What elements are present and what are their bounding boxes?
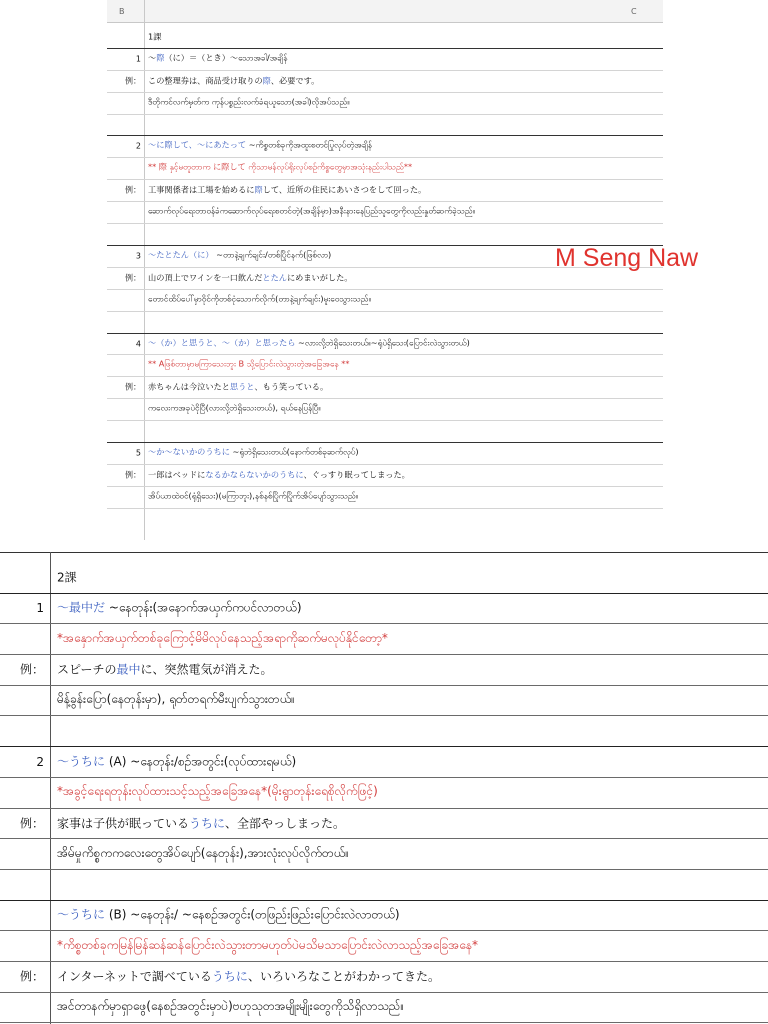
- text-segment: 際: [254, 184, 263, 195]
- table-row[interactable]: [0, 746, 768, 778]
- text-segment: အိပ်ယာထဲဝင်(ရုံရှိသေး)(မကြာဘူး),နစ်နစ်ပြိုက်ပြိုက်အိပ်ပျော်သွားသည်။: [148, 490, 359, 501]
- text-segment: 思うと: [229, 381, 255, 392]
- text-segment: ~နေတုန်း(အနောက်အယှက်ကပင်လာတယ်): [105, 600, 302, 615]
- row-label: 例：: [125, 382, 141, 392]
- row-label: 例：: [125, 185, 141, 195]
- table-row[interactable]: [107, 486, 663, 509]
- text-segment: ဒီတိုကင်လက်မှတ်က ကုန်ပစ္စည်းလက်ခံရယူသော(အခါ)လိုအပ်သည်။: [148, 96, 350, 107]
- table-row[interactable]: [0, 685, 768, 717]
- row-text: [148, 272, 659, 283]
- row-text: [57, 691, 762, 709]
- table-row[interactable]: [0, 654, 768, 686]
- table-row[interactable]: [0, 930, 768, 962]
- row-label: 5: [135, 448, 141, 458]
- row-text: [148, 490, 659, 503]
- table-row[interactable]: [107, 179, 663, 202]
- row-text: [57, 937, 762, 955]
- row-text: [148, 185, 659, 196]
- sheet-bottom: [0, 552, 768, 1024]
- text-segment: 、ぐっすり眠ってしまった。: [303, 469, 410, 480]
- row-label: 1: [135, 54, 141, 64]
- table-row[interactable]: [107, 48, 663, 71]
- row-text: [57, 783, 762, 801]
- column-header-b[interactable]: B: [119, 7, 125, 16]
- row-text: [148, 359, 659, 372]
- text-segment: ~လားလို့ဘဲရှိသေးတယ်။~ရုံပဲရှိသေး(ပြောင်းလဲသွားတယ်): [295, 337, 470, 348]
- text-segment: ～最中だ: [57, 600, 106, 615]
- table-row[interactable]: [107, 420, 663, 443]
- table-row[interactable]: [0, 992, 768, 1024]
- table-row[interactable]: [0, 838, 768, 870]
- text-segment: （に）＝（とき）～သောအခါ/အချိန်: [164, 52, 288, 63]
- text-segment: なるかならないかのうちに: [205, 469, 304, 480]
- row-text: [57, 599, 762, 618]
- text-segment: ～: [148, 52, 157, 63]
- text-segment: ～に際して、～にあたって: [148, 139, 247, 150]
- text-segment: 最中: [116, 662, 141, 677]
- table-row[interactable]: [107, 136, 663, 159]
- text-segment: ~ကိစ္စတစ်ခုကိုအထူးစတင်ပြုလုပ်တဲ့အချိန်: [246, 139, 373, 150]
- table-row[interactable]: [107, 311, 663, 334]
- text-segment: *အခွင့်ရေးရတုန်းလုပ်ထားသင့်သည့်အခြေအနေ*(မိုးရွာတုန်းရေစိုလိုက်ဖြင့်): [57, 784, 378, 799]
- row-label: 例：: [125, 273, 141, 283]
- row-text: [57, 569, 762, 586]
- text-segment: (A) ~နေတုန်း/စဉ်အတွင်း(လုပ်ထားရမယ်): [105, 754, 297, 769]
- table-row[interactable]: [0, 593, 768, 625]
- column-header-bar: [107, 0, 663, 23]
- row-text: [148, 469, 659, 480]
- row-text: [57, 814, 762, 831]
- text-segment: ** 際 နှင့်မတူတာက に際して ကိုသာမန်လုပ်ရိုးလုပ်စဉ်ကိစ္စတွေမှာအသုံးနည်းပါသည်**: [148, 161, 413, 172]
- watermark: M Seng Naw: [555, 244, 699, 272]
- text-segment: に、突然電気が消えた。: [140, 662, 273, 677]
- text-segment: အိမ်မှုကိစ္စကကလေးတွေအိပ်ပျော်(နေတုန်း),အားလုံးလုပ်လိုက်တယ်။: [57, 845, 349, 860]
- table-row[interactable]: [107, 92, 663, 115]
- row-text: [57, 906, 762, 925]
- text-segment: うちに: [189, 816, 226, 831]
- row-label: 例：: [19, 969, 44, 984]
- text-segment: 際: [156, 52, 165, 63]
- table-row[interactable]: [0, 777, 768, 809]
- text-segment: 一郎はベッドに: [148, 469, 206, 480]
- row-label: 2: [135, 141, 141, 151]
- text-segment: 家事は子供が眠っている: [57, 816, 190, 831]
- text-segment: 、もう笑っている。: [254, 381, 329, 392]
- text-segment: ကလေးကအခုပဲငိုပြီ(လားလို့ဘဲရှိသေးတယ်), ရယ်နေပြန်ပြီ။: [148, 402, 321, 413]
- text-segment: တောင်ထိပ်ပေါ်မှာဝိုင်ကိုတစ်ငုံသောက်လိုက်(တာနဲ့ချက်ချင်း)မူးဝေသွားသည်။: [148, 293, 372, 304]
- text-segment: *ကိစ္စတစ်ခုကမြန်မြန်ဆန်ဆန်ပြောင်းလဲသွားတာမဟုတ်ပဲမသိမသာပြောင်းလဲလာသည့်အခြေအနေ*: [57, 937, 479, 952]
- text-segment: (B) ~နေတုန်း/ ~နေစဉ်အတွင်း(တဖြည်းဖြည်းပြောင်းလဲလာတယ်): [105, 907, 400, 922]
- table-row[interactable]: [107, 223, 663, 246]
- table-row[interactable]: [107, 333, 663, 356]
- row-label: 例：: [125, 470, 141, 480]
- row-label: 例：: [19, 816, 44, 831]
- table-row[interactable]: [0, 961, 768, 993]
- sheet-top-border: [0, 552, 768, 553]
- text-segment: 、必要です。: [270, 75, 320, 86]
- text-segment: この整理券は、商品受け取りの: [148, 75, 263, 86]
- text-segment: 際: [262, 75, 271, 86]
- table-row[interactable]: [107, 355, 663, 378]
- text-segment: ～（か）と思うと、～（か）と思ったら: [148, 337, 296, 348]
- row-text: [57, 661, 762, 678]
- table-row[interactable]: [0, 562, 768, 594]
- row-label: 4: [135, 339, 141, 349]
- table-row[interactable]: [107, 70, 663, 93]
- text-segment: ~ရုံဘဲရှိသေးတယ်(နောက်တစ်ခုဆက်လုပ်): [229, 446, 359, 457]
- row-text: [57, 630, 762, 648]
- table-row[interactable]: [0, 716, 768, 748]
- row-text: [57, 998, 762, 1016]
- row-text: [148, 162, 659, 175]
- text-segment: ~တာနဲ့ချက်ချင်း/တစ်ပြိုင်နက်(ဖြစ်လာ): [213, 249, 332, 260]
- table-row[interactable]: [107, 289, 663, 312]
- row-text: [148, 403, 659, 416]
- row-text: [148, 293, 659, 306]
- text-segment: ～うちに: [57, 907, 106, 922]
- table-row[interactable]: [107, 114, 663, 137]
- row-label: 1: [36, 601, 44, 616]
- text-segment: 赤ちゃんは今泣いたと: [148, 381, 230, 392]
- text-segment: မိန့်ခွန်းပြော(နေတုန်းမှာ), ရုတ်တရက်မီးပျက်သွားတယ်။: [57, 692, 295, 707]
- table-row[interactable]: [107, 157, 663, 180]
- text-segment: インターネットで調べている: [57, 969, 212, 984]
- row-label: 例：: [125, 76, 141, 86]
- text-segment: とたん: [262, 272, 287, 283]
- row-text: [148, 382, 659, 393]
- table-row[interactable]: [0, 869, 768, 901]
- table-row[interactable]: [107, 442, 663, 465]
- text-segment: 山の頂上でワインを一口飲んだ: [148, 272, 263, 283]
- text-segment: うちに: [211, 969, 248, 984]
- table-row[interactable]: [107, 376, 663, 399]
- table-row[interactable]: [0, 808, 768, 840]
- table-row[interactable]: [107, 398, 663, 421]
- text-segment: ～うちに: [57, 754, 106, 769]
- text-segment: にめまいがした。: [286, 272, 353, 283]
- table-row[interactable]: [107, 201, 663, 224]
- row-text: [57, 845, 762, 863]
- row-text: [148, 140, 659, 153]
- text-segment: 、いろいろなことがわかってきた。: [247, 969, 440, 984]
- text-segment: スピーチの: [57, 662, 117, 677]
- table-row[interactable]: [0, 623, 768, 655]
- text-segment: ～か～ないかのうちに: [148, 446, 230, 457]
- text-segment: ～たとたん（に）: [148, 249, 214, 260]
- row-text: [57, 968, 762, 985]
- column-header-c[interactable]: C: [631, 7, 637, 16]
- text-segment: 2課: [57, 570, 77, 585]
- table-row[interactable]: [0, 900, 768, 932]
- table-row[interactable]: [107, 464, 663, 487]
- text-segment: して、近所の住民にあいさつをして回った。: [262, 184, 427, 195]
- row-label: 例：: [19, 662, 44, 677]
- text-segment: ** Aဖြစ်တာမှာမကြာသေးဘူး B သို့ပြောင်းလဲသွားတဲ့အခြေအနေ **: [148, 358, 350, 369]
- row-text: [148, 337, 659, 350]
- row-label: 2: [36, 754, 44, 769]
- text-segment: 、全部やっしまった。: [225, 816, 346, 831]
- table-row[interactable]: [107, 26, 663, 49]
- text-segment: အင်တာနက်မှာရှာဖွေ(နေစဉ်အတွင်းမှာပဲ)ဗဟုသုတအမျိုးမျိုးတွေကိုသိရှိလာသည်။: [57, 999, 405, 1014]
- row-text: [148, 96, 659, 109]
- sheet-top: [107, 0, 699, 540]
- text-segment: *အနှောက်အယှက်တစ်ခုကြောင့်မိမိလုပ်နေသည့်အရာကိုဆက်မလုပ်နိုင်တော့*: [57, 630, 388, 645]
- row-text: [148, 447, 659, 460]
- row-text: [148, 52, 659, 65]
- text-segment: 1課: [148, 31, 162, 42]
- text-segment: ဆောက်လုပ်ရေးတာဝန်ခံကဆောက်လုပ်ရေးစတင်တဲ့(အချိန်မှာ)အနီးနားနေပြည်သူတွေကိုလည်းနှုတ်ဆက်ခဲ့သည်။: [148, 205, 476, 216]
- row-text: [148, 31, 659, 42]
- row-label: 3: [135, 251, 141, 261]
- row-text: [148, 75, 659, 86]
- row-text: [148, 206, 659, 219]
- text-segment: 工事関係者は工場を始めるに: [148, 184, 255, 195]
- row-text: [57, 752, 762, 771]
